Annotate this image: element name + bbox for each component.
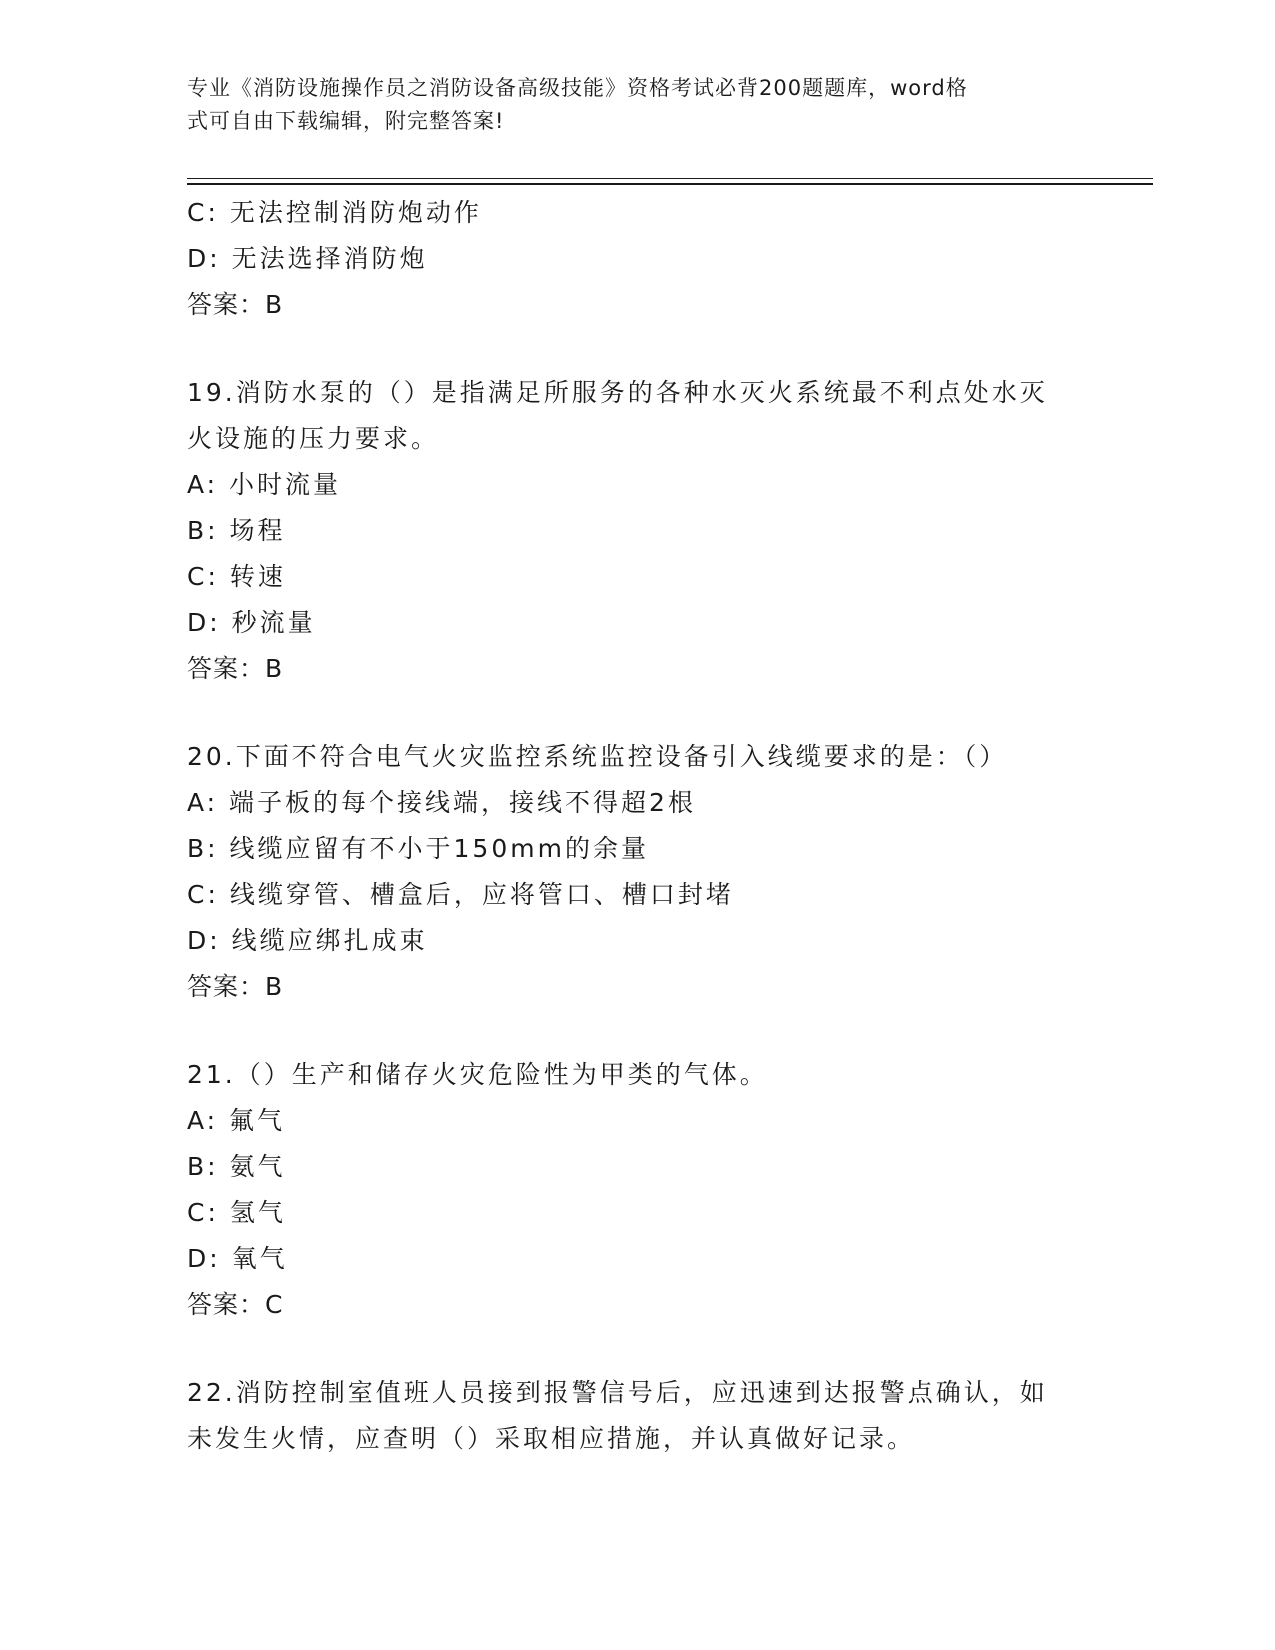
question-text-line: 火设施的压力要求。 bbox=[187, 424, 440, 453]
option-b: B: 线缆应留有不小于150mm的余量 bbox=[187, 834, 649, 863]
header-line-1: 专业《消防设施操作员之消防设备高级技能》资格考试必背200题题库，word格 bbox=[187, 76, 968, 100]
option-d: D: 氧气 bbox=[187, 1244, 288, 1273]
answer-line: 答案：B bbox=[187, 290, 284, 319]
option-d: D: 秒流量 bbox=[187, 608, 316, 637]
option-c: C: 转速 bbox=[187, 562, 286, 591]
answer-line: 答案：B bbox=[187, 654, 284, 683]
answer-line: 答案：B bbox=[187, 972, 284, 1001]
option-c: C: 线缆穿管、槽盒后，应将管口、槽口封堵 bbox=[187, 880, 734, 909]
option-d: D: 线缆应绑扎成束 bbox=[187, 926, 428, 955]
header-line-2: 式可自由下载编辑，附完整答案! bbox=[187, 109, 505, 133]
question-text-line: 21.（）生产和储存火灾危险性为甲类的气体。 bbox=[187, 1060, 768, 1089]
question-block-19 bbox=[187, 370, 1087, 692]
question-text-line: 未发生火情，应查明（）采取相应措施，并认真做好记录。 bbox=[187, 1424, 916, 1453]
option-a: A: 氟气 bbox=[187, 1106, 286, 1135]
question-block-22 bbox=[187, 1370, 1087, 1462]
question-block-20 bbox=[187, 734, 1087, 1010]
question-block-partial bbox=[187, 190, 1087, 328]
document-header bbox=[187, 72, 1067, 138]
option-a: A: 端子板的每个接线端，接线不得超2根 bbox=[187, 788, 696, 817]
option-a: A: 小时流量 bbox=[187, 470, 342, 499]
option-c: C: 氢气 bbox=[187, 1198, 286, 1227]
option-d: D: 无法选择消防炮 bbox=[187, 244, 428, 273]
question-list bbox=[187, 190, 1087, 1462]
question-text-line: 20.下面不符合电气火灾监控系统监控设备引入线缆要求的是：（） bbox=[187, 742, 1008, 771]
header-divider-thick bbox=[187, 183, 1153, 185]
question-block-21 bbox=[187, 1052, 1087, 1328]
option-b: B: 氨气 bbox=[187, 1152, 286, 1181]
header-divider-thin bbox=[187, 178, 1153, 179]
option-c: C: 无法控制消防炮动作 bbox=[187, 198, 482, 227]
answer-line: 答案：C bbox=[187, 1290, 284, 1319]
option-b: B: 场程 bbox=[187, 516, 286, 545]
question-text-line: 22.消防控制室值班人员接到报警信号后，应迅速到达报警点确认，如 bbox=[187, 1378, 1048, 1407]
question-text-line: 19.消防水泵的（）是指满足所服务的各种水灭火系统最不利点处水灭 bbox=[187, 378, 1048, 407]
